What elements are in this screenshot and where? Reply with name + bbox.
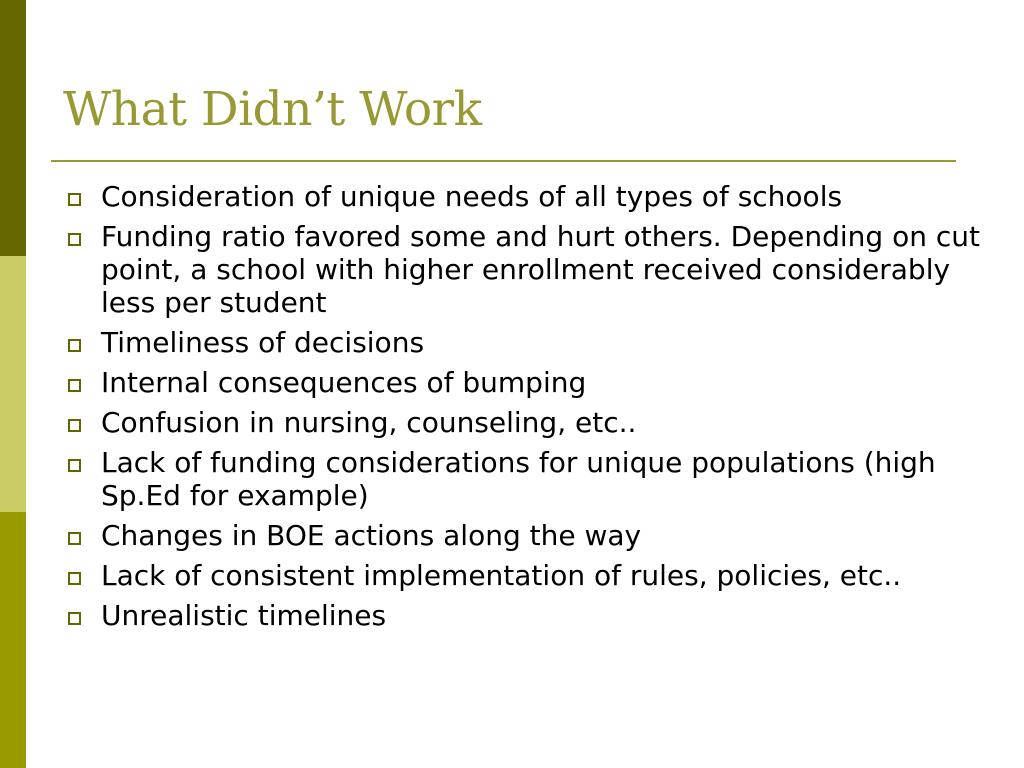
bullet-item bbox=[66, 406, 1001, 439]
bullet-text: Internal consequences of bumping bbox=[101, 366, 587, 399]
bullet-list bbox=[66, 180, 1001, 639]
title-divider bbox=[51, 160, 956, 162]
sidebar-band-middle bbox=[0, 256, 26, 512]
bullet-item bbox=[66, 599, 1001, 632]
square-bullet-icon bbox=[68, 532, 81, 545]
square-bullet-icon bbox=[68, 233, 81, 246]
bullet-text: Consideration of unique needs of all types of schools bbox=[101, 180, 843, 213]
sidebar-band-bottom bbox=[0, 512, 26, 768]
slide-title: What Didn’t Work bbox=[63, 82, 482, 137]
bullet-item bbox=[66, 180, 1001, 213]
bullet-item bbox=[66, 366, 1001, 399]
bullet-text: Unrealistic timelines bbox=[101, 599, 387, 632]
bullet-text: Timeliness of decisions bbox=[101, 326, 425, 359]
square-bullet-icon bbox=[68, 572, 81, 585]
bullet-item bbox=[66, 559, 1001, 592]
bullet-item bbox=[66, 220, 1001, 319]
square-bullet-icon bbox=[68, 419, 81, 432]
square-bullet-icon bbox=[68, 612, 81, 625]
bullet-text: Confusion in nursing, counseling, etc.. bbox=[101, 406, 637, 439]
sidebar-band-top bbox=[0, 0, 26, 256]
square-bullet-icon bbox=[68, 339, 81, 352]
bullet-text: Lack of consistent implementation of rules, policies, etc.. bbox=[101, 559, 902, 592]
square-bullet-icon bbox=[68, 193, 81, 206]
square-bullet-icon bbox=[68, 379, 81, 392]
bullet-item bbox=[66, 446, 1001, 512]
bullet-text: Lack of funding considerations for unique populations (high Sp.Ed for example) bbox=[101, 446, 936, 512]
bullet-item bbox=[66, 519, 1001, 552]
bullet-text: Funding ratio favored some and hurt others. Depending on cut point, a school with higher enrollment received considerably less per student bbox=[101, 220, 980, 319]
bullet-text: Changes in BOE actions along the way bbox=[101, 519, 642, 552]
bullet-item bbox=[66, 326, 1001, 359]
square-bullet-icon bbox=[68, 459, 81, 472]
